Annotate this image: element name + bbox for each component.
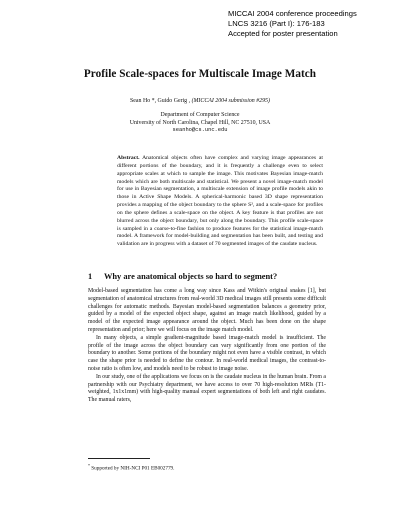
footnote-text: Supported by NIH-NCI P01 EB002779. — [91, 465, 175, 472]
author-names: Sean Ho *, Guido Gerig , — [130, 98, 191, 104]
abstract-label: Abstract. — [117, 155, 140, 161]
body-paragraph-3: In our study, one of the applications we focus on is the caudate nucleus in the human brain. From a partnership with our Psychiatry department, we have access to over 70 high-resolution MRIs (T1-weighted, 1x1x1mm) with high-quality manual expert segmentations of both left and right caudates. The manual raters, — [88, 373, 326, 404]
stamp-line-lncs: LNCS 3216 (Part I): 176-183 — [228, 19, 325, 29]
body-paragraph-1: Model-based segmentation has come a long way since Kass and Witkin's original snakes [1], but segmentation of anatomical structures from real-world 3D medical images still presents some difficult challenges for automatic methods. Bayesian model-based segmentation balances a geometry prior, guided by a model of the expected object shape, against an image match likelihood, guided by a model of the expected image appearance around the object. Much has been done on the shape representation and prior; here we will focus on the image match model. — [88, 288, 326, 333]
submission-note: (MICCAI 2004 submission #295) — [191, 98, 270, 104]
footnote-marker: * — [88, 463, 90, 468]
author-line — [0, 98, 400, 104]
paper-title: Profile Scale-spaces for Multiscale Image Match — [83, 68, 317, 80]
proceedings-stamp — [228, 9, 396, 40]
affiliation-block — [0, 112, 400, 135]
section-title: Why are anatomical objects so hard to segment? — [104, 272, 278, 281]
footnote — [88, 462, 326, 473]
university: University of North Carolina, Chapel Hill, NC 27510, USA — [129, 119, 271, 126]
author-email: seanho@cs.unc.edu — [172, 127, 228, 134]
department: Department of Computer Science — [160, 112, 240, 118]
abstract — [117, 155, 323, 249]
footnote-rule — [88, 458, 150, 459]
section-heading — [88, 272, 348, 281]
stamp-line-conference: MICCAI 2004 conference proceedings — [228, 9, 357, 18]
section-number: 1 — [88, 272, 93, 281]
abstract-text: Anatomical objects often have complex and varying image appearances at different portions of the boundary, and it is frequently a challenge even to select appropriate scales at which to sample the image. This motivates Bayesian image-match models which are both multiscale and statistical. We present a novel image-match model for use in Bayesian segmentation, a multiscale extension of image profile models akin to those in Active Shape Models. A spherical-harmonic based 3D shape representation provides a mapping of the object boundary to the sphere S², and a scale-space for profiles on the sphere defines a scale-space on the object. A key feature is that profiles are not blurred across the object boundary, but only along the boundary. This profile scale-space is sampled in a coarse-to-fine fashion to produce features for the statistical image-match model. A framework for model-building and segmentation has been built, and testing and validation are in progress with a dataset of 70 segmented images of the caudate nucleus. — [117, 155, 324, 248]
body-paragraph-2: In many objects, a simple gradient-magnitude based image-match model is insufficient. The profile of the image across the object boundary can vary significantly from one portion of the boundary to another. Some portions of the boundary might not even have a visible contrast, in which case the shape prior is needed to define the contour. In real-world medical images, the contrast-to-noise ratio is often low, and models need to be robust to image noise. — [88, 334, 326, 372]
section-body — [88, 288, 326, 405]
stamp-line-accepted: Accepted for poster presentation — [228, 29, 338, 39]
